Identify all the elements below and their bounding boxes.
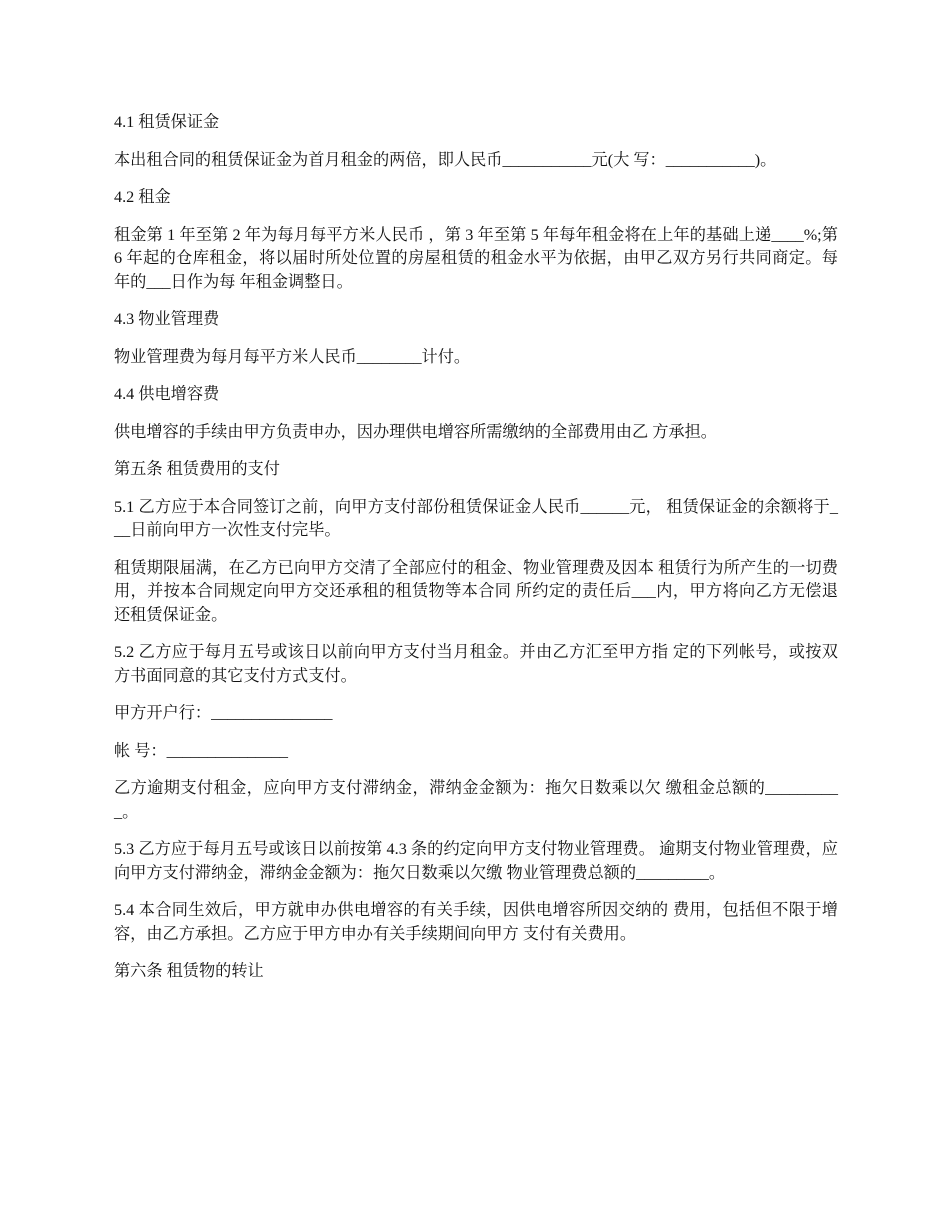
article-heading-6: 第六条 租赁物的转让 [114,962,264,980]
paragraph-power-capacity-fee: 供电增容的手续由甲方负责申办，因办理供电增容所需缴纳的全部费用由乙 方承担。 [114,422,717,441]
field-account: 帐 号：_______________ [114,741,289,760]
paragraph-rent: 租金第 1 年至第 2 年为每月每平方米人民币 ，第 3 年至第 5 年每年租金将在上年的基础上递____%;第 6 年起的仓库租金，将以届时所处位置的房屋租赁的租金水平为依据，由甲乙双方另行共同商定。每年的___日作为每 年租金调整日。 [114,225,838,291]
paragraph-management-fee: 物业管理费为每月每平方米人民币________计付。 [114,347,471,366]
paragraph-5-2: 5.2 乙方应于每月五号或该日以前向甲方支付当月租金。并由乙方汇至甲方指 定的下列帐号，或按双方书面同意的其它支付方式支付。 [114,643,838,685]
paragraph-5-3: 5.3 乙方应于每月五号或该日以前按第 4.3 条的约定向甲方支付物业管理费。 逾期支付物业管理费，应向甲方支付滞纳金，滞纳金金额为：拖欠日数乘以欠缴 物业管理费总额的_________。 [114,840,838,882]
section-heading-4-1: 4.1 租赁保证金 [114,113,220,131]
document-page [114,111,838,998]
field-bank: 甲方开户行：_______________ [114,704,333,722]
paragraph-deposit-refund: 租赁期限届满，在乙方已向甲方交清了全部应付的租金、物业管理费及因本 租赁行为所产生的一切费用，并按本合同规定向甲方交还承租的租赁物等本合同 所约定的责任后___内，甲方将向乙方无偿退还租赁保证金。 [114,558,838,624]
paragraph-5-4: 5.4 本合同生效后，甲方就申办供电增容的有关手续，因供电增容所因交纳的 费用，包括但不限于增容，由乙方承担。乙方应于甲方申办有关手续期间向甲方 支付有关费用。 [114,901,838,943]
section-heading-4-4: 4.4 供电增容费 [114,385,220,403]
paragraph-late-rent: 乙方逾期支付租金，应向甲方支付滞纳金，滞纳金金额为：拖欠日数乘以欠 缴租金总额的__________。 [114,779,838,821]
section-heading-4-3: 4.3 物业管理费 [114,310,220,328]
paragraph-deposit: 本出租合同的租赁保证金为首月租金的两倍，即人民币___________元(大 写：___________)。 [114,150,777,169]
section-heading-4-2: 4.2 租金 [114,188,171,206]
paragraph-5-1: 5.1 乙方应于本合同签订之前，向甲方支付部份租赁保证金人民币______元， 租赁保证金的余额将于___日前向甲方一次性支付完毕。 [114,497,838,539]
article-heading-5: 第五条 租赁费用的支付 [114,460,280,478]
